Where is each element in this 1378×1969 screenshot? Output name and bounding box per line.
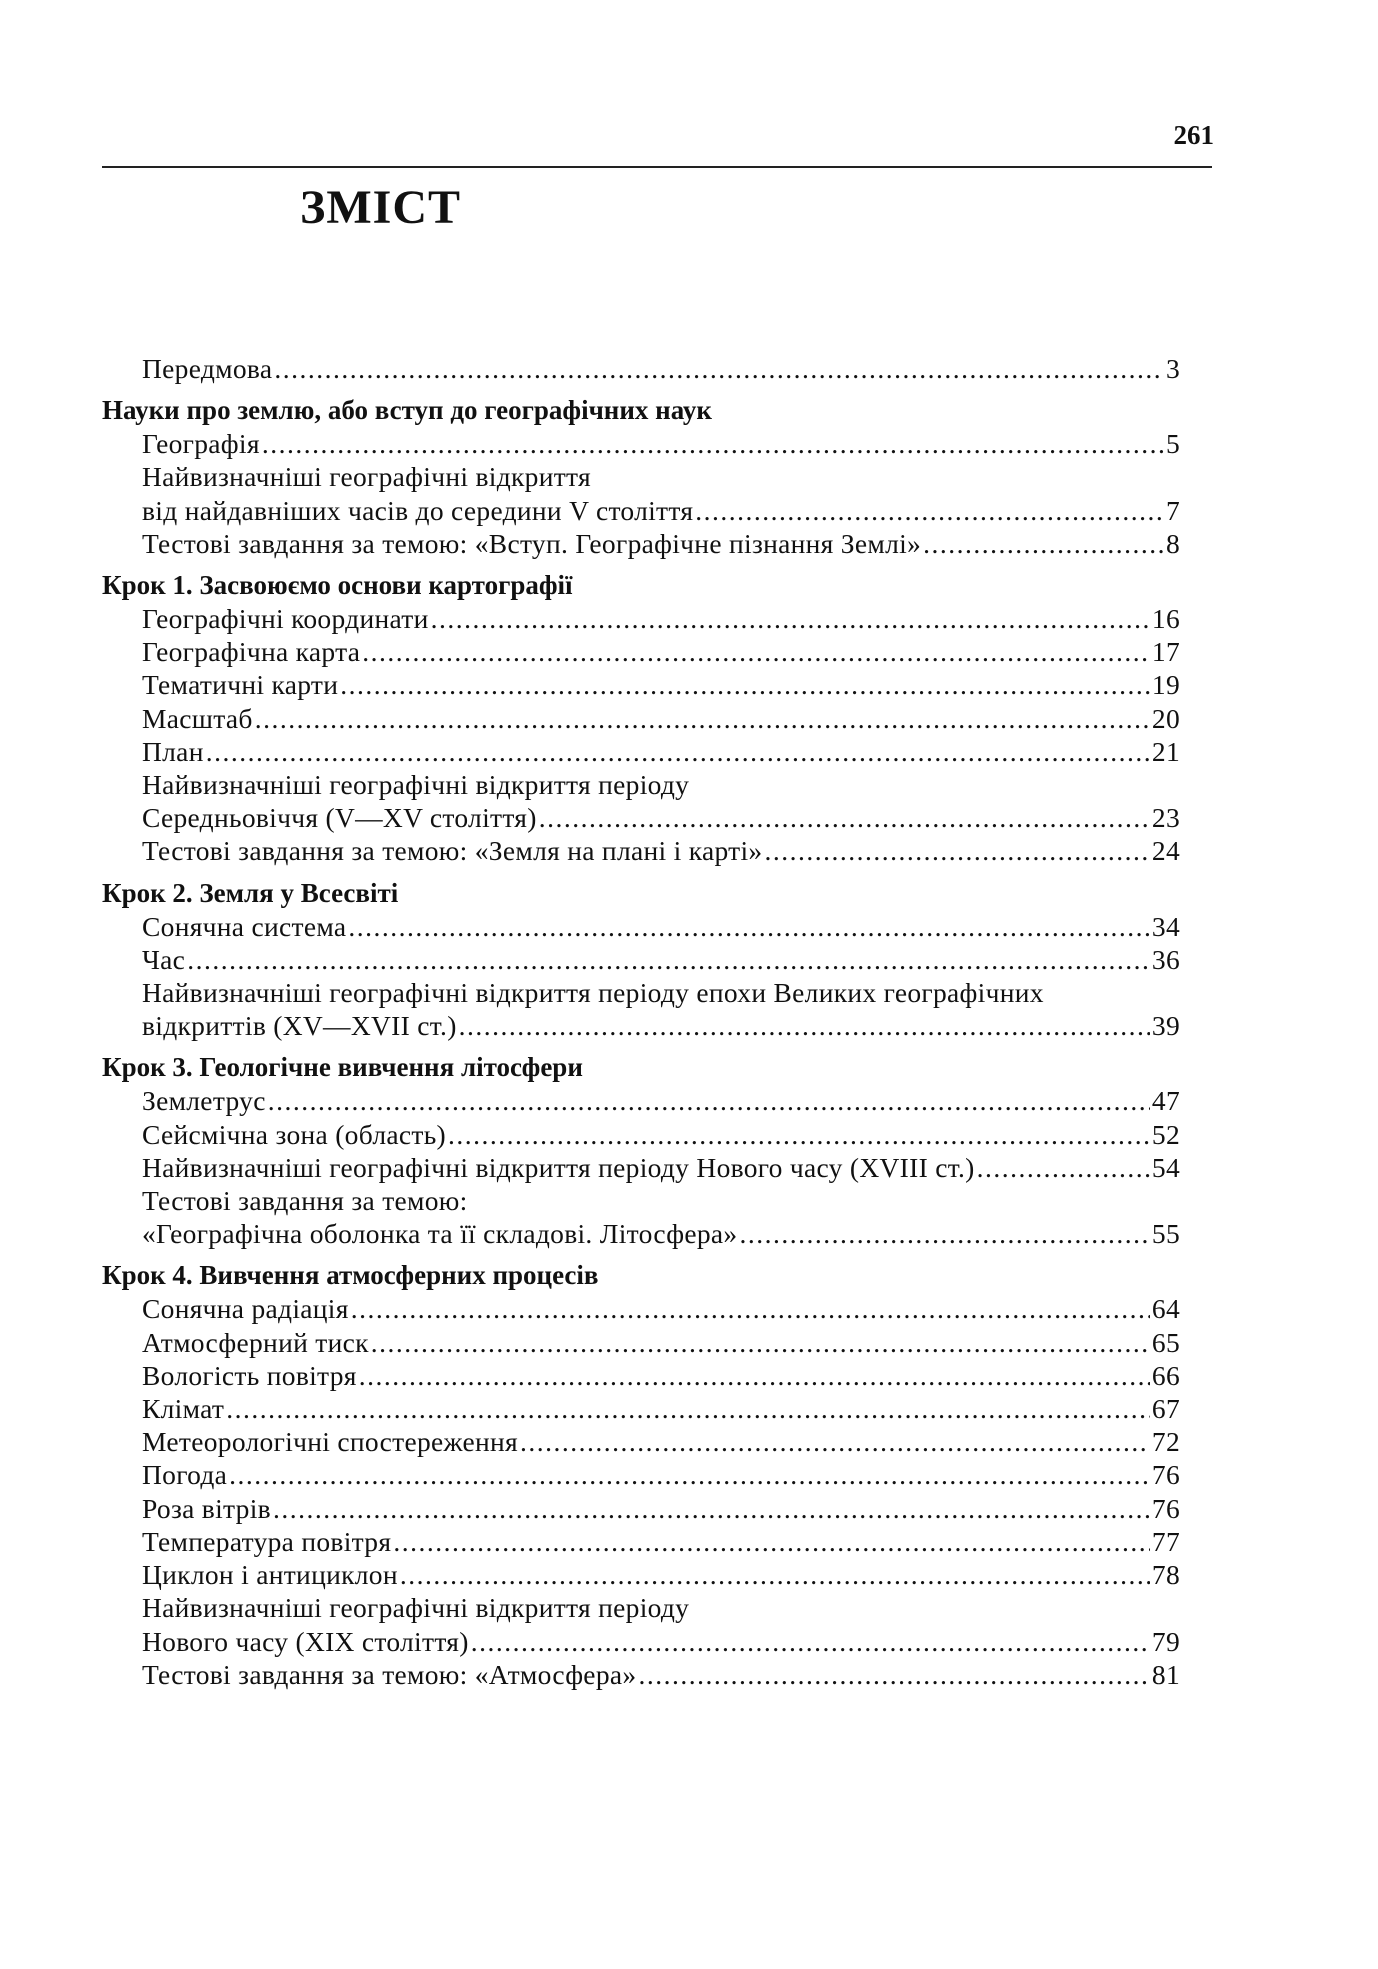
toc-entry-title: Географічна карта (142, 636, 361, 668)
dot-leader (226, 1392, 1150, 1425)
toc-entry-line: Тестові завдання за темою: (142, 1185, 468, 1217)
dot-leader (520, 1425, 1150, 1458)
toc-entry-page: 77 (1151, 1525, 1180, 1557)
toc-section (102, 877, 1180, 1043)
section-heading: Крок 1. Засвоюємо основи картографії (102, 570, 573, 601)
toc-entry-page: 79 (1151, 1625, 1180, 1657)
toc-entry[interactable] (102, 735, 1180, 768)
toc-entry[interactable] (102, 1458, 1180, 1491)
dot-leader (229, 1458, 1150, 1491)
toc-entry-title: Температура повітря (142, 1525, 392, 1557)
toc-entry-title: Час (142, 943, 186, 975)
dot-leader (255, 702, 1150, 735)
toc-entry-page: 5 (1165, 428, 1180, 460)
toc-entry-page: 47 (1151, 1085, 1180, 1117)
section-heading: Науки про землю, або вступ до географічних наук (102, 395, 712, 426)
toc-entry-page: 7 (1165, 494, 1180, 526)
toc-entry-title: Географічні координати (142, 603, 429, 635)
toc-entry-page: 78 (1151, 1559, 1180, 1591)
toc-entry-page: 23 (1151, 802, 1180, 834)
toc-entry-page: 65 (1151, 1326, 1180, 1358)
toc-entry-page: 34 (1151, 910, 1180, 942)
dot-leader (471, 1625, 1150, 1658)
toc-entry-title: Географія (142, 428, 260, 460)
dot-leader (400, 1558, 1150, 1591)
toc-entry-title: Метеорологічні спостереження (142, 1426, 518, 1458)
toc-entry-title: відкриттів (XV—XVII ст.) (142, 1010, 457, 1042)
dot-leader (187, 943, 1150, 976)
dot-leader (340, 668, 1150, 701)
toc-entry[interactable] (102, 943, 1180, 976)
toc-entry-line: Найвизначніші географічні відкриття періоду епохи Великих географічних (142, 977, 1044, 1009)
dot-leader (977, 1151, 1150, 1184)
section-heading: Крок 2. Земля у Всесвіті (102, 877, 399, 908)
toc-entry-page: 21 (1151, 735, 1180, 767)
toc-entry-title: Тематичні карти (142, 669, 339, 701)
dot-leader (274, 352, 1164, 385)
dot-leader (362, 635, 1150, 668)
toc-section (102, 394, 1180, 560)
dot-leader (262, 427, 1164, 460)
toc-entry[interactable] (102, 1525, 1180, 1558)
dot-leader (923, 527, 1164, 560)
section-heading: Крок 3. Геологічне вивчення літосфери (102, 1052, 583, 1083)
dot-leader (268, 1084, 1150, 1117)
toc-entry-page: 54 (1151, 1151, 1180, 1183)
toc-entry-title: Середньовіччя (V—XV століття) (142, 802, 537, 834)
toc-entry[interactable] (102, 1184, 1180, 1250)
page-title: ЗМІСТ (300, 181, 461, 234)
toc-entry[interactable] (102, 1591, 1180, 1657)
toc-entry-title: План (142, 735, 204, 767)
toc-entry[interactable] (102, 668, 1180, 701)
toc-entry-title: Погода (142, 1459, 228, 1491)
header-rule (102, 166, 1212, 168)
toc-entry-line: Найвизначніші географічні відкриття періоду (142, 1592, 690, 1624)
toc-entry-title: Клімат (142, 1393, 225, 1425)
toc-entry[interactable] (102, 1492, 1180, 1525)
dot-leader (431, 602, 1150, 635)
toc-entry-page: 3 (1165, 353, 1180, 384)
dot-leader (273, 1492, 1150, 1525)
toc-entry[interactable] (102, 1292, 1180, 1325)
toc-entry[interactable] (102, 352, 1180, 385)
toc-entry-page: 17 (1151, 636, 1180, 668)
toc-entry-page: 39 (1151, 1010, 1180, 1042)
toc-entry[interactable] (102, 1084, 1180, 1117)
dot-leader (359, 1359, 1150, 1392)
toc-entry-page: 72 (1151, 1426, 1180, 1458)
toc-entry-page: 81 (1151, 1658, 1180, 1690)
dot-leader (206, 735, 1150, 768)
toc-entry-title: Циклон і антициклон (142, 1559, 398, 1591)
toc-entry-page: 67 (1151, 1393, 1180, 1425)
toc-section (102, 1259, 1180, 1690)
section-heading: Крок 4. Вивчення атмосферних процесів (102, 1260, 599, 1291)
toc-entry-line: Найвизначніші географічні відкриття періоду (142, 769, 690, 801)
toc-entry[interactable] (102, 1326, 1180, 1359)
toc-entry-title: Атмосферний тиск (142, 1326, 369, 1358)
toc-entry-page: 76 (1151, 1492, 1180, 1524)
dot-leader (348, 910, 1150, 943)
toc-entry-page: 52 (1151, 1118, 1180, 1150)
dot-leader (448, 1118, 1150, 1151)
toc-entry-title: Тестові завдання за темою: «Земля на плані і карті» (142, 835, 763, 867)
toc-entry-page: 36 (1151, 943, 1180, 975)
dot-leader (371, 1326, 1150, 1359)
toc-entry[interactable] (102, 527, 1180, 560)
dot-leader (351, 1292, 1150, 1325)
dot-leader (638, 1658, 1149, 1691)
toc-entry[interactable] (102, 768, 1180, 834)
toc-entry-page: 20 (1151, 702, 1180, 734)
toc-entry-title: Найвизначніші географічні відкриття періоду Нового часу (XVIII ст.) (142, 1151, 975, 1183)
toc-entry[interactable] (102, 1658, 1180, 1691)
toc-entry[interactable] (102, 1392, 1180, 1425)
toc-entry[interactable] (102, 834, 1180, 867)
toc-entry-page: 55 (1151, 1218, 1180, 1250)
dot-leader (764, 834, 1149, 867)
toc-entry-line: Найвизначніші географічні відкриття (142, 461, 591, 493)
toc-entry[interactable] (102, 1425, 1180, 1458)
dot-leader (695, 494, 1164, 527)
toc-entry[interactable] (102, 602, 1180, 635)
toc-entry[interactable] (102, 910, 1180, 943)
toc-entry-title: від найдавніших часів до середини V століття (142, 494, 694, 526)
toc-entry-title: Тестові завдання за темою: «Вступ. Географічне пізнання Землі» (142, 527, 922, 559)
toc-entry-page: 16 (1151, 603, 1180, 635)
dot-leader (393, 1525, 1150, 1558)
toc-section (102, 1051, 1180, 1250)
dot-leader (739, 1217, 1149, 1250)
toc-entry[interactable] (102, 702, 1180, 735)
toc-entry-title: Вологість повітря (142, 1359, 357, 1391)
dot-leader (539, 801, 1150, 834)
toc-section (102, 569, 1180, 868)
toc-entry-title: Сейсмічна зона (область) (142, 1118, 446, 1150)
toc-entry-page: 19 (1151, 669, 1180, 701)
toc-entry-title: Сонячна система (142, 910, 347, 942)
page-number: 261 (1173, 120, 1214, 150)
toc-entry-page: 76 (1151, 1459, 1180, 1491)
toc-entry-page: 24 (1151, 835, 1180, 867)
toc-entry-title: «Географічна оболонка та її складові. Літосфера» (142, 1218, 738, 1250)
toc-entry-title: Землетрус (142, 1085, 266, 1117)
toc-entry-page: 64 (1151, 1293, 1180, 1325)
table-of-contents (102, 352, 1180, 1691)
toc-entry-title: Передмова (142, 353, 273, 384)
toc-entry[interactable] (102, 427, 1180, 460)
toc-entry-page: 66 (1151, 1359, 1180, 1391)
toc-entry-title: Масштаб (142, 702, 253, 734)
toc-entry[interactable] (102, 1118, 1180, 1151)
toc-entry[interactable] (102, 1151, 1180, 1184)
toc-section (102, 352, 1180, 385)
toc-entry-page: 8 (1165, 527, 1180, 559)
toc-entry-title: Тестові завдання за темою: «Атмосфера» (142, 1658, 637, 1690)
toc-entry[interactable] (102, 635, 1180, 668)
toc-entry[interactable] (102, 1558, 1180, 1591)
toc-entry[interactable] (102, 1359, 1180, 1392)
toc-entry-title: Нового часу (XIX століття) (142, 1625, 469, 1657)
toc-entry-title: Сонячна радіація (142, 1293, 349, 1325)
toc-entry-title: Роза вітрів (142, 1492, 271, 1524)
dot-leader (459, 1009, 1150, 1042)
toc-entry[interactable] (102, 976, 1180, 1042)
toc-entry[interactable] (102, 460, 1180, 526)
